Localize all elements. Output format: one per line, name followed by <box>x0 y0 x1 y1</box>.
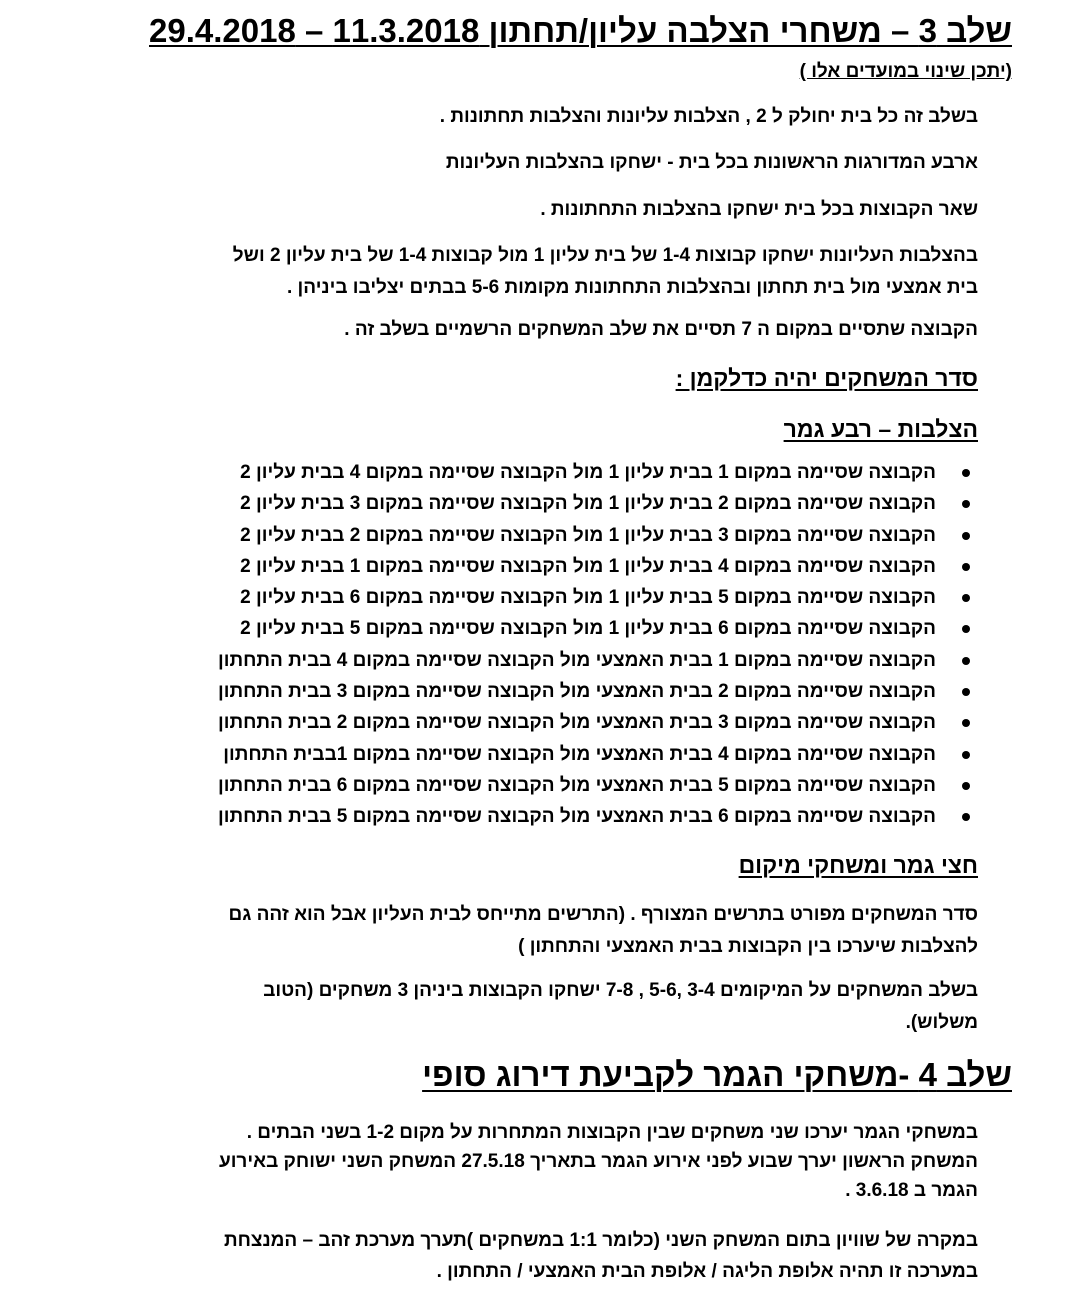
bullet-icon <box>962 751 970 759</box>
placement-line-1: בשלב המשחקים על המיקומים 3-4 ,5-6 , 7-8 ישחקו הקבוצות ביניהן 3 משחקים (הטוב <box>263 980 978 1001</box>
finals-line-2: המשחק הראשון יערך שבוע לפני אירוע הגמר בתאריך 27.5.18 המשחק השני ישוחק באירוע <box>218 1151 978 1172</box>
page-title: שלב 3 – משחרי הצלבה עליון/תחתון 11.3.2018 – 29.4.2018 <box>149 12 1012 49</box>
order-heading: סדר המשחקים יהיה כדלקמן : <box>675 365 978 391</box>
finals-line-1: במשחקי הגמר יערכו שני משחקים שבין הקבוצות המתחרות על מקום 1-2 בשני הבתים . <box>246 1122 978 1143</box>
paragraph-semi-order <box>229 899 978 963</box>
bullet-icon <box>962 813 970 821</box>
list-item: הקבוצה שסיימה במקום 1 בבית עליון 1 מול הקבוצה שסיימה במקום 4 בבית עליון 2 <box>218 457 978 488</box>
list-item: הקבוצה שסיימה במקום 6 בבית האמצעי מול הקבוצה שסיימה במקום 5 בבית התחתון <box>218 801 978 832</box>
bullet-icon <box>962 563 970 571</box>
list-item: הקבוצה שסיימה במקום 5 בבית האמצעי מול הקבוצה שסיימה במקום 6 בבית התחתון <box>218 770 978 801</box>
list-item: הקבוצה שסיימה במקום 3 בבית האמצעי מול הקבוצה שסיימה במקום 2 בבית התחתון <box>218 707 978 738</box>
bullet-icon <box>962 719 970 727</box>
quarter-final-heading: הצלבות – רבע גמר <box>783 416 978 442</box>
tie-line-2: במערכה זו תהיה אלופת הליגה / אלופת הבית האמצעי / התחתון . <box>436 1261 978 1282</box>
bullet-icon <box>962 469 970 477</box>
list-item: הקבוצה שסיימה במקום 4 בבית האמצעי מול הקבוצה שסיימה במקום 1בבית התחתון <box>218 739 978 770</box>
list-item: הקבוצה שסיימה במקום 5 בבית עליון 1 מול הקבוצה שסיימה במקום 6 בבית עליון 2 <box>218 582 978 613</box>
paragraph-placement <box>263 975 978 1039</box>
placement-line-2: משלוש). <box>905 1012 978 1033</box>
crossings-line-1: בהצלבות העליונות ישחקו קבוצות 1-4 של בית עליון 1 מול קבוצות 1-4 של בית עליון 2 ושל <box>232 245 978 266</box>
paragraph-rest: שאר הקבוצות בכל בית ישחקו בהצלבות התחתונות . <box>540 199 978 220</box>
bullet-icon <box>962 657 970 665</box>
bullet-icon <box>962 625 970 633</box>
semi-final-heading: חצי גמר ומשחקי מיקום <box>738 852 978 878</box>
dates-note: (יתכן שינוי במועדים אלו ) <box>799 61 1012 82</box>
list-item: הקבוצה שסיימה במקום 4 בבית עליון 1 מול הקבוצה שסיימה במקום 1 בבית עליון 2 <box>218 551 978 582</box>
bullet-icon <box>962 532 970 540</box>
tie-line-1: במקרה של שוויון בתום המשחק השני (כלומר 1:1 במשחקים )תערך מערכת זהב – המנצחת <box>223 1230 978 1251</box>
list-item: הקבוצה שסיימה במקום 2 בבית עליון 1 מול הקבוצה שסיימה במקום 3 בבית עליון 2 <box>218 488 978 519</box>
bullet-icon <box>962 500 970 508</box>
paragraph-top-four: ארבע המדורגות הראשונות בכל בית - ישחקו בהצלבות העליונות <box>445 152 978 173</box>
bullet-icon <box>962 594 970 602</box>
list-item: הקבוצה שסיימה במקום 6 בבית עליון 1 מול הקבוצה שסיימה במקום 5 בבית עליון 2 <box>218 613 978 644</box>
bullet-icon <box>962 688 970 696</box>
finals-line-3: הגמר ב 3.6.18 . <box>845 1180 978 1201</box>
stage-4-heading: שלב 4 -משחקי הגמר לקביעת דירוג סופי <box>422 1056 1012 1093</box>
matches-list <box>218 457 978 833</box>
paragraph-split: בשלב זה כל בית יחולק ל 2 , הצלבות עליונות והצלבות תחתונות . <box>439 106 978 127</box>
crossings-line-2: בית אמצעי מול בית תחתון ובהצלבות התחתונות מקומות 5-6 בבתים יצליבו ביניהן . <box>286 277 978 298</box>
list-item: הקבוצה שסיימה במקום 1 בבית האמצעי מול הקבוצה שסיימה במקום 4 בבית התחתון <box>218 645 978 676</box>
semi-line-2: להצלבות שיערכו בין הקבוצות בבית האמצעי והתחתון ) <box>518 936 978 957</box>
paragraph-seventh-place: הקבוצה שתסיים במקום ה 7 תסיים את שלב המשחקים הרשמיים בשלב זה . <box>344 319 978 340</box>
list-item: הקבוצה שסיימה במקום 3 בבית עליון 1 מול הקבוצה שסיימה במקום 2 בבית עליון 2 <box>218 520 978 551</box>
paragraph-tie <box>224 1225 978 1287</box>
paragraph-crossings <box>233 240 978 304</box>
list-item: הקבוצה שסיימה במקום 2 בבית האמצעי מול הקבוצה שסיימה במקום 3 בבית התחתון <box>218 676 978 707</box>
semi-line-1: סדר המשחקים מפורט בתרשים המצורף . (התרשים מתייחס לבית העליון אבל הוא זהה גם <box>228 904 978 925</box>
bullet-icon <box>962 782 970 790</box>
paragraph-finals <box>219 1118 978 1205</box>
